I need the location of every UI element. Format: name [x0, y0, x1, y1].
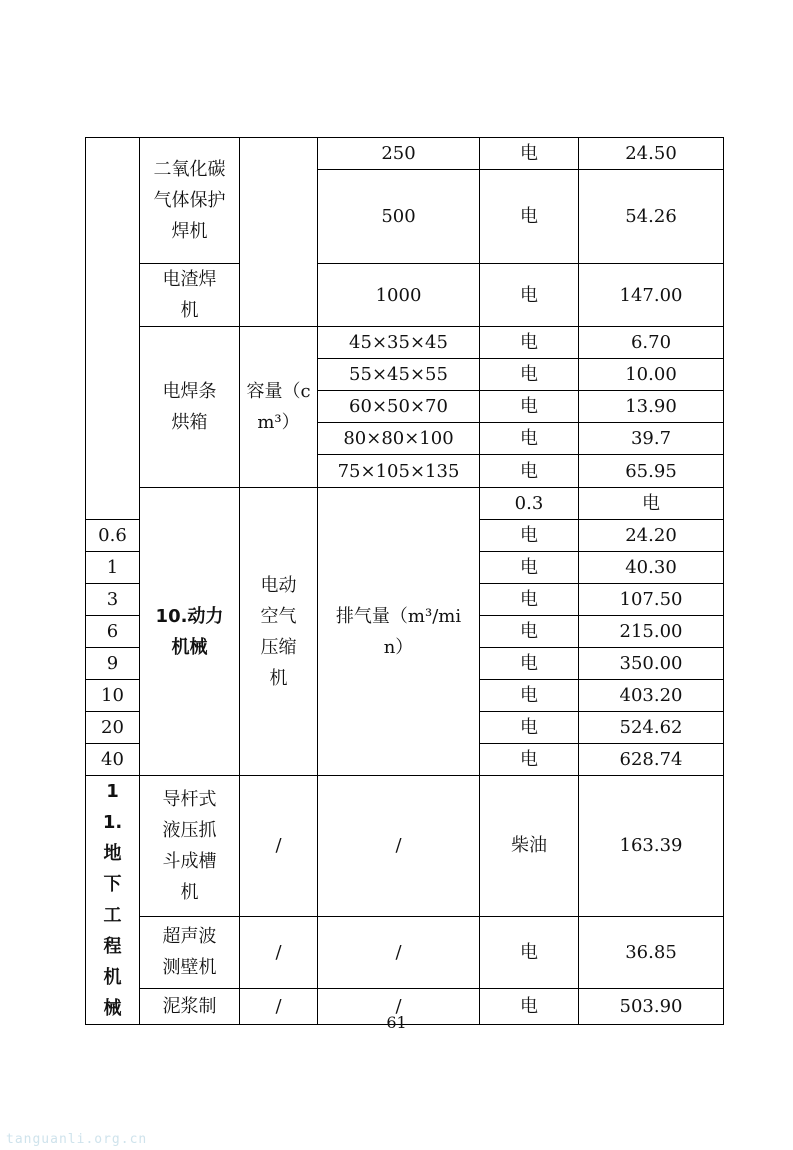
power-cell: 电 [480, 988, 579, 1024]
power-cell: 电 [579, 488, 724, 520]
value-cell: 6.70 [579, 327, 724, 359]
page-number: 61 [386, 1013, 407, 1032]
value-cell: 403.20 [579, 680, 724, 712]
power-cell: 电 [480, 712, 579, 744]
machine-name: 电渣焊机 [140, 264, 240, 327]
value-cell: 24.20 [579, 520, 724, 552]
power-cell: 电 [480, 648, 579, 680]
spec-cell: 6 [86, 616, 140, 648]
value-cell: 24.50 [579, 138, 724, 170]
param-cell: / [240, 988, 318, 1024]
param-cell: / [240, 916, 318, 988]
power-cell: 电 [480, 170, 579, 264]
param-cell-empty [240, 138, 318, 327]
power-cell: 电 [480, 264, 579, 327]
power-cell: 电 [480, 359, 579, 391]
spec-cell: 1000 [318, 264, 480, 327]
value-cell: 40.30 [579, 552, 724, 584]
power-cell: 电 [480, 616, 579, 648]
power-cell: 电 [480, 455, 579, 488]
spec-cell: / [318, 988, 480, 1024]
category-cell: 11.地下工程机械 [86, 776, 140, 1025]
machine-name: 电动空气压缩机 [240, 488, 318, 776]
value-cell: 163.39 [579, 776, 724, 917]
table-row [86, 327, 724, 359]
value-cell: 13.90 [579, 391, 724, 423]
machine-name: 导杆式液压抓斗成槽机 [140, 776, 240, 917]
spec-cell: 75×105×135 [318, 455, 480, 488]
spec-cell: 20 [86, 712, 140, 744]
spec-cell: / [318, 916, 480, 988]
power-cell: 电 [480, 584, 579, 616]
machine-name: 泥浆制 [140, 988, 240, 1024]
power-cell: 电 [480, 552, 579, 584]
param-label: 容量（cm³） [240, 327, 318, 488]
spec-cell: 3 [86, 584, 140, 616]
param-label: 排气量（m³/min） [318, 488, 480, 776]
power-cell: 电 [480, 327, 579, 359]
value-cell: 147.00 [579, 264, 724, 327]
value-cell: 215.00 [579, 616, 724, 648]
spec-cell: / [318, 776, 480, 917]
spec-cell: 0.6 [86, 520, 140, 552]
table-row [86, 776, 724, 917]
value-cell: 350.00 [579, 648, 724, 680]
value-cell: 54.26 [579, 170, 724, 264]
category-cell-prev [86, 138, 140, 520]
table-row [86, 264, 724, 327]
power-cell: 柴油 [480, 776, 579, 917]
category-cell: 10.动力机械 [140, 488, 240, 776]
value-cell: 10.00 [579, 359, 724, 391]
table-row [86, 138, 724, 170]
value-cell: 524.62 [579, 712, 724, 744]
spec-cell: 45×35×45 [318, 327, 480, 359]
spec-cell: 60×50×70 [318, 391, 480, 423]
power-cell: 电 [480, 391, 579, 423]
spec-cell: 1 [86, 552, 140, 584]
spec-cell: 55×45×55 [318, 359, 480, 391]
spec-cell: 250 [318, 138, 480, 170]
spec-cell: 10 [86, 680, 140, 712]
spec-cell: 40 [86, 744, 140, 776]
table-row [86, 488, 724, 520]
value-cell: 107.50 [579, 584, 724, 616]
power-cell: 电 [480, 680, 579, 712]
machine-name: 电焊条烘箱 [140, 327, 240, 488]
table-row [86, 916, 724, 988]
power-cell: 电 [480, 520, 579, 552]
param-cell: / [240, 776, 318, 917]
value-cell: 65.95 [579, 455, 724, 488]
machinery-table [85, 137, 724, 1025]
value-cell: 36.85 [579, 916, 724, 988]
value-cell: 503.90 [579, 988, 724, 1024]
spec-cell: 500 [318, 170, 480, 264]
spec-cell: 80×80×100 [318, 423, 480, 455]
watermark: tanguanli.org.cn [6, 1132, 148, 1147]
spec-cell: 0.3 [480, 488, 579, 520]
power-cell: 电 [480, 138, 579, 170]
machine-name: 二氧化碳气体保护焊机 [140, 138, 240, 264]
power-cell: 电 [480, 744, 579, 776]
power-cell: 电 [480, 423, 579, 455]
spec-cell: 9 [86, 648, 140, 680]
value-cell: 39.7 [579, 423, 724, 455]
value-cell: 628.74 [579, 744, 724, 776]
power-cell: 电 [480, 916, 579, 988]
machine-name: 超声波测壁机 [140, 916, 240, 988]
